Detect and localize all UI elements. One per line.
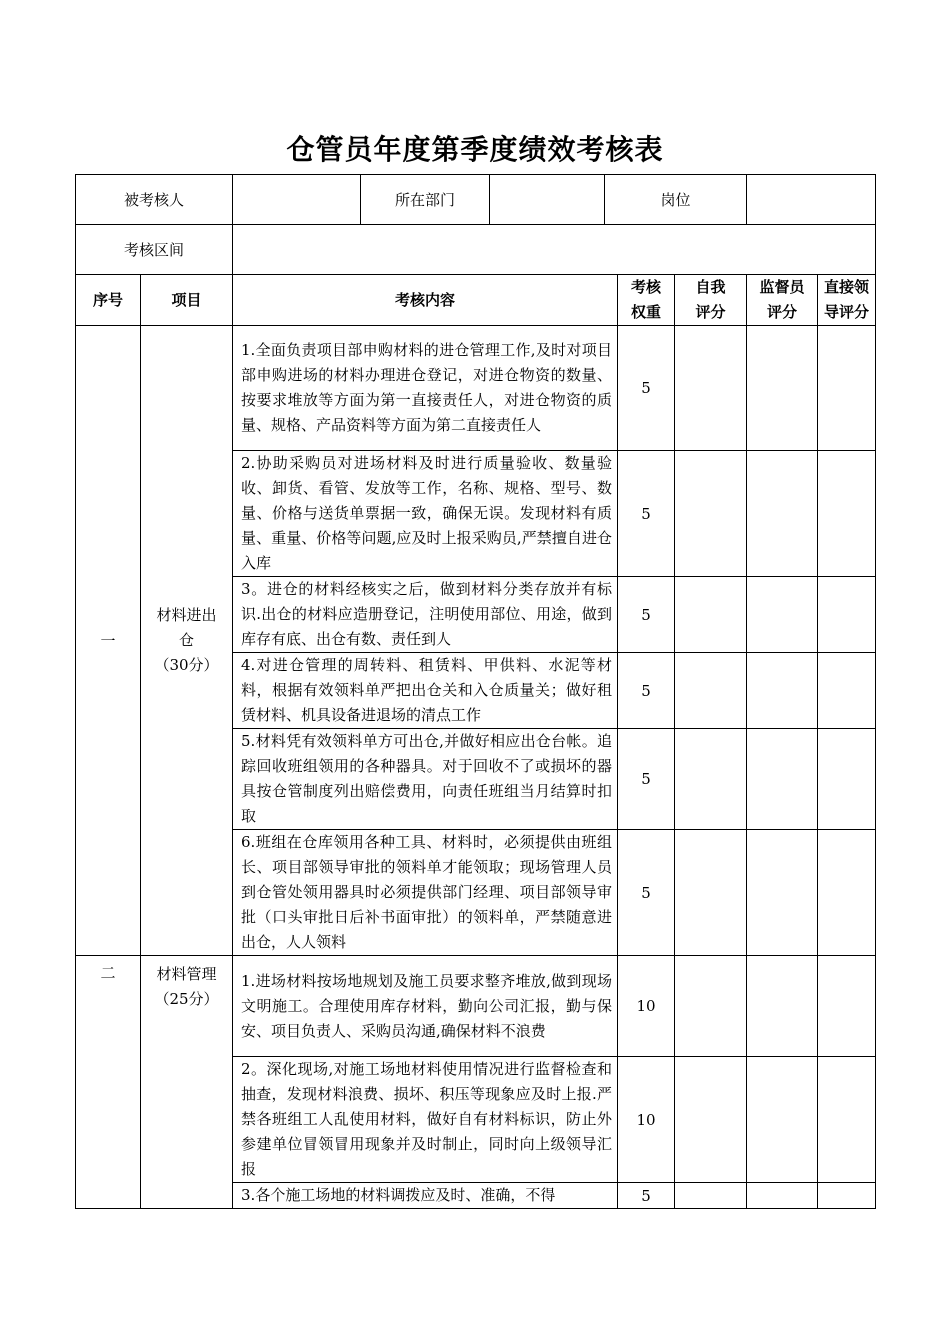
position-label: 岗位 [605,175,747,225]
assessment-content: 3。进仓的材料经核实之后，做到材料分类存放并有标识.出仓的材料应造册登记，注明使用部位、用途，做到库存有底、出仓有数、责任到人 [233,577,618,653]
assessment-content: 1.全面负责项目部申购材料的进仓管理工作,及时对项目部申购进场的材料办理进仓登记，对进仓物资的数量、按要求堆放等方面为第一直接责任人，对进仓物资的质量、规格、产品资料等方面为第二直接责任人 [233,326,618,451]
header-supervisor-line1: 监督员 [759,278,805,296]
header-content: 考核内容 [233,275,618,326]
assessment-content: 2。深化现场,对施工场地材料使用情况进行监督检查和抽查，发现材料浪费、损坏、积压等现象应及时上报.严禁各班组工人乱使用材料，做好自有材料标识，防止外参建单位冒领冒用现象并及时制止，同时向上级领导汇报 [233,1057,618,1183]
weight-value: 5 [618,451,675,577]
leader-score-cell[interactable] [818,451,876,577]
header-weight-line1: 考核 [631,278,662,296]
leader-score-cell[interactable] [818,1057,876,1183]
header-leader-line2: 导评分 [824,303,870,321]
header-leader-line1: 直接领 [824,278,870,296]
assessment-content: 6.班组在仓库领用各种工具、材料时，必须提供由班组长、项目部领导审批的领料单才能领取；现场管理人员到仓管处领用器具时必须提供部门经理、项目部领导审批（口头审批日后补书面审批）的领料单，严禁随意进出仓，人人领料 [233,830,618,956]
header-no: 序号 [76,275,141,326]
header-row [76,275,876,326]
assessee-label: 被考核人 [76,175,233,225]
header-weight-line2: 权重 [631,303,662,321]
leader-score-cell[interactable] [818,830,876,956]
weight-value: 10 [618,1057,675,1183]
section-1-item-line2: 仓 [179,631,195,649]
weight-value: 5 [618,653,675,729]
self-score-cell[interactable] [675,1057,747,1183]
supervisor-score-cell[interactable] [747,1183,818,1209]
assessment-content: 5.材料凭有效领料单方可出仓,并做好相应出仓台帐。追踪回收班组领用的各种器具。对于回收不了或损坏的器具按仓管制度列出赔偿费用，向责任班组当月结算时扣取 [233,729,618,830]
assessment-form-table [75,174,876,1209]
section-1-no: 一 [76,326,141,956]
assessment-content: 3.各个施工场地的材料调拨应及时、准确，不得 [233,1183,618,1209]
assessment-content: 1.进场材料按场地规划及施工员要求整齐堆放,做到现场文明施工。合理使用库存材料，勤向公司汇报，勤与保安、项目负责人、采购员沟通,确保材料不浪费 [233,956,618,1057]
leader-score-cell[interactable] [818,326,876,451]
supervisor-score-cell[interactable] [747,326,818,451]
section-1-item [141,326,233,956]
self-score-cell[interactable] [675,451,747,577]
department-field[interactable] [490,175,605,225]
supervisor-score-cell[interactable] [747,577,818,653]
period-field[interactable] [233,225,876,275]
header-supervisor-line2: 评分 [767,303,798,321]
supervisor-score-cell[interactable] [747,729,818,830]
self-score-cell[interactable] [675,729,747,830]
self-score-cell[interactable] [675,653,747,729]
supervisor-score-cell[interactable] [747,830,818,956]
header-item: 项目 [141,275,233,326]
section-2-item [141,956,233,1209]
assessment-content: 4.对进仓管理的周转料、租赁料、甲供料、水泥等材料，根据有效领料单严把出仓关和入仓质量关；做好租赁材料、机具设备进退场的清点工作 [233,653,618,729]
table-row [76,326,876,451]
assessment-content: 2.协助采购员对进场材料及时进行质量验收、数量验收、卸货、看管、发放等工作，名称、规格、型号、数量、价格与送货单票据一致，确保无误。发现材料有质量、重量、价格等问题,应及时上报采购员,严禁擅自进仓入库 [233,451,618,577]
weight-value: 5 [618,729,675,830]
section-2-no: 二 [76,956,141,1209]
supervisor-score-cell[interactable] [747,1057,818,1183]
leader-score-cell[interactable] [818,729,876,830]
table-row [76,956,876,1057]
page-title: 仓管员年度第季度绩效考核表 [286,133,664,166]
info-row-1 [76,175,876,225]
self-score-cell[interactable] [675,577,747,653]
header-self [675,275,747,326]
supervisor-score-cell[interactable] [747,956,818,1057]
section-1-item-line3: （30分） [154,656,219,674]
weight-value: 5 [618,830,675,956]
weight-value: 10 [618,956,675,1057]
assessee-field[interactable] [233,175,361,225]
self-score-cell[interactable] [675,956,747,1057]
leader-score-cell[interactable] [818,577,876,653]
header-self-line1: 自我 [695,278,726,296]
position-field[interactable] [747,175,876,225]
info-row-2 [76,225,876,275]
self-score-cell[interactable] [675,1183,747,1209]
supervisor-score-cell[interactable] [747,653,818,729]
period-label: 考核区间 [76,225,233,275]
section-2-item-line2: （25分） [154,990,219,1008]
department-label: 所在部门 [361,175,490,225]
section-1-item-line1: 材料进出 [156,606,217,624]
weight-value: 5 [618,1183,675,1209]
header-supervisor [747,275,818,326]
self-score-cell[interactable] [675,326,747,451]
section-2-item-line1: 材料管理 [156,965,217,983]
weight-value: 5 [618,577,675,653]
leader-score-cell[interactable] [818,956,876,1057]
leader-score-cell[interactable] [818,1183,876,1209]
weight-value: 5 [618,326,675,451]
self-score-cell[interactable] [675,830,747,956]
header-leader [818,275,876,326]
supervisor-score-cell[interactable] [747,451,818,577]
leader-score-cell[interactable] [818,653,876,729]
header-self-line2: 评分 [695,303,726,321]
header-weight [618,275,675,326]
